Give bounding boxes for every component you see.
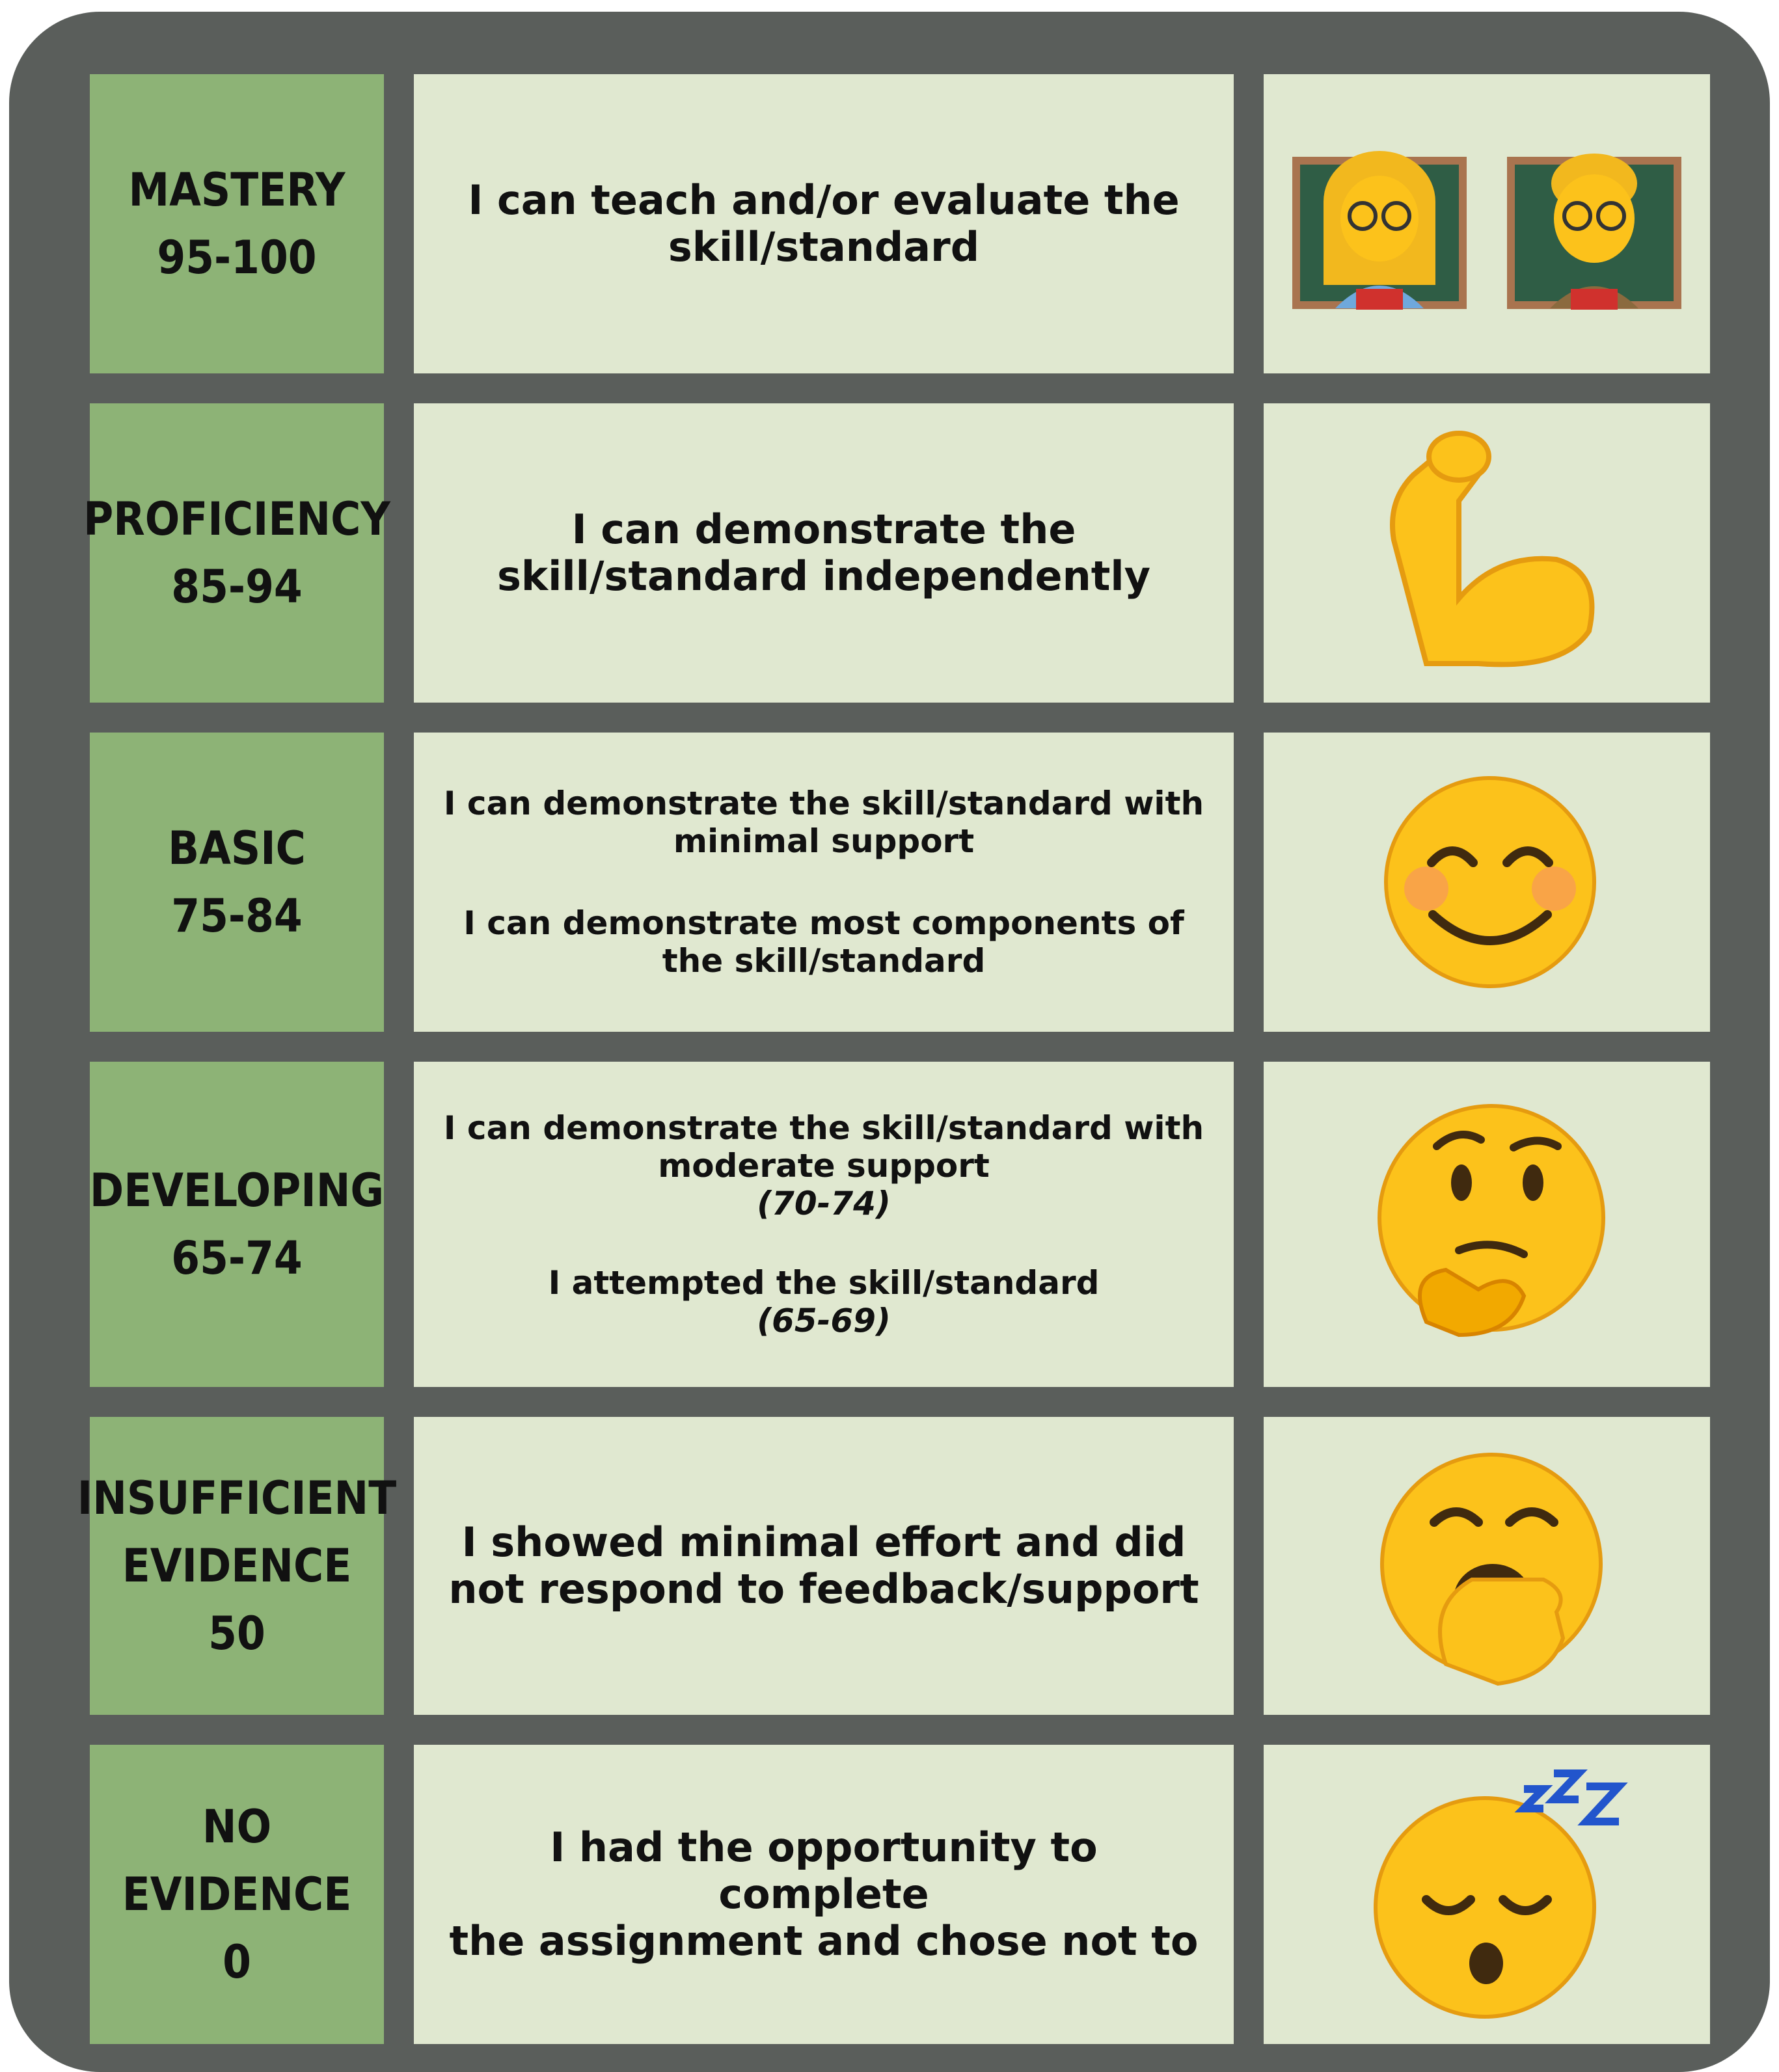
yawning-face-icon	[1264, 1417, 1710, 1716]
teacher-emoji-icons	[1264, 74, 1710, 373]
woman-teacher-icon	[1296, 151, 1463, 310]
level-cell-developing	[90, 1062, 384, 1387]
icon-cell-proficiency	[1264, 403, 1710, 703]
level-cell-no-evidence	[90, 1745, 384, 2044]
level-name: EVIDENCE	[122, 1539, 352, 1593]
description-line: moderate support	[658, 1147, 990, 1185]
thinking-face-icon	[1264, 1062, 1710, 1387]
description-cell-proficiency	[414, 403, 1234, 703]
level-name: DEVELOPING	[89, 1164, 385, 1217]
description-line: I can teach and/or evaluate the	[468, 176, 1180, 224]
level-range: 50	[208, 1607, 265, 1660]
level-range: 65-74	[171, 1231, 303, 1285]
level-name: PROFICIENCY	[83, 492, 390, 546]
icon-cell-insufficient-evidence	[1264, 1417, 1710, 1715]
level-cell-insufficient-evidence	[77, 1417, 397, 1715]
level-cell-mastery	[90, 74, 384, 373]
icon-cell-no-evidence	[1264, 1745, 1710, 2044]
description-cell-mastery	[414, 74, 1234, 373]
icon-cell-mastery	[1264, 74, 1710, 373]
description-line: I can demonstrate the skill/standard with	[443, 1109, 1204, 1147]
description-cell-developing	[414, 1062, 1234, 1387]
level-range: 85-94	[171, 560, 303, 613]
description-line: I can demonstrate the	[571, 505, 1076, 553]
description-cell-no-evidence	[414, 1745, 1234, 2044]
icon-cell-developing	[1264, 1062, 1710, 1387]
description-line: skill/standard independently	[496, 552, 1151, 600]
level-cell-proficiency	[83, 403, 390, 703]
level-cell-basic	[90, 733, 384, 1032]
level-range: 95-100	[157, 231, 317, 284]
description-line: the skill/standard	[662, 942, 986, 980]
score-range-note: (70-74)	[757, 1185, 891, 1222]
description-line: I had the opportunity to complete	[550, 1823, 1098, 1918]
level-name: EVIDENCE	[122, 1868, 352, 1921]
icon-cell-basic	[1264, 733, 1710, 1032]
description-cell-insufficient-evidence	[414, 1417, 1234, 1715]
description-line: I can demonstrate most components of	[463, 904, 1184, 942]
description-line: I attempted the skill/standard	[548, 1264, 1100, 1302]
level-range: 75-84	[171, 889, 303, 943]
score-range-note: (65-69)	[757, 1302, 891, 1339]
description-line: the assignment and chose not to	[449, 1917, 1199, 1965]
level-name: MASTERY	[128, 163, 346, 217]
description-line: not respond to feedback/support	[448, 1565, 1199, 1613]
level-name: BASIC	[168, 822, 306, 875]
description-line: I can demonstrate the skill/standard with	[443, 785, 1204, 822]
description-cell-basic	[414, 733, 1234, 1032]
description-line: skill/standard	[668, 223, 980, 271]
description-line: I showed minimal effort and did	[461, 1518, 1186, 1566]
rubric-board	[9, 12, 1770, 2072]
level-name: NO	[202, 1800, 272, 1853]
sleeping-face-icon	[1264, 1745, 1710, 2044]
description-line: minimal support	[673, 822, 975, 860]
smiling-face-icon	[1264, 733, 1710, 1032]
level-name: INSUFFICIENT	[77, 1472, 397, 1525]
man-teacher-icon	[1511, 154, 1677, 310]
flexed-biceps-icon	[1264, 403, 1710, 703]
level-range: 0	[223, 1935, 251, 1989]
